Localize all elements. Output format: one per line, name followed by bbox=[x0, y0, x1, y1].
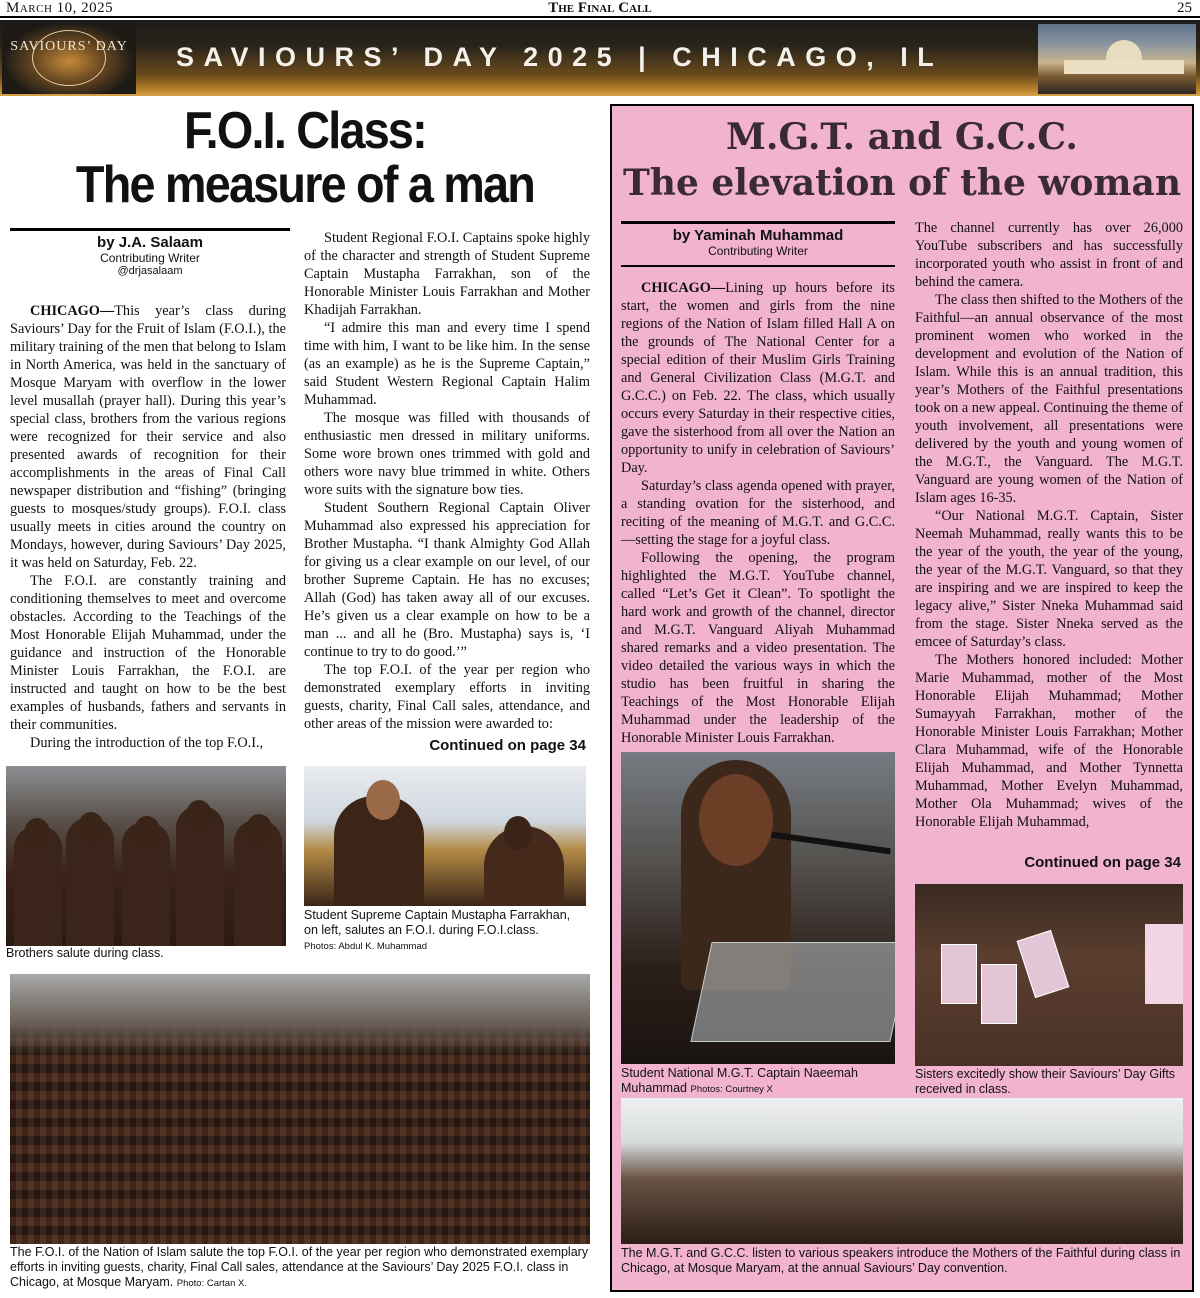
brothers-salute-photo bbox=[6, 766, 286, 946]
publication-name: The Final Call bbox=[548, 0, 652, 16]
article-paragraph: The mosque was filled with thousands of enthusiastic men dressed in military uniforms. Some wore brown ones trimmed with gold and others wore navy blue trimmed in white. Others wore suits with the signature bow ties. bbox=[304, 410, 590, 498]
right-article-column-2 bbox=[915, 219, 1183, 831]
right-article-column-1 bbox=[621, 279, 895, 747]
left-article-column-1 bbox=[10, 302, 286, 752]
mgt-hall-photo bbox=[621, 1098, 1183, 1244]
article-paragraph: The F.O.I. are constantly training and conditioning themselves to meet and overcome obstacles. According to the Teachings of the Most Honorable Elijah Muhammad, under the guidance and instruction of the Honorable Minister Louis Farrakhan, the F.O.I. are instructed and taught on how to be the best examples of husbands, fathers and servants in their communities. bbox=[10, 573, 286, 733]
byline-rule-bottom bbox=[621, 265, 895, 267]
mgt-hall-caption: The M.G.T. and G.C.C. listen to various speakers introduce the Mothers of the Faithful during class in Chicago, at Mosque Maryam, at the annual Saviours’ Day convention. bbox=[621, 1246, 1181, 1275]
left-continued-link[interactable]: Continued on page 34 bbox=[429, 737, 586, 754]
byline-rule bbox=[621, 221, 895, 224]
header-rule bbox=[0, 16, 1200, 18]
byline-rule bbox=[10, 228, 290, 231]
photo-credit: Photo: Cartan X. bbox=[176, 1278, 247, 1289]
article-paragraph: During the introduction of the top F.O.I., bbox=[30, 735, 264, 751]
photo-credit: Photos: Abdul K. Muhammad bbox=[304, 941, 428, 952]
right-continued-link[interactable]: Continued on page 34 bbox=[1024, 854, 1181, 871]
left-article-column-2 bbox=[304, 229, 590, 733]
supreme-captain-photo bbox=[304, 766, 586, 906]
article-paragraph: Saturday’s class agenda opened with prayer, a standing ovation for the sisterhood, and reciting of the meaning of M.G.T. and G.C.C.—setting the stage for a joyful class. bbox=[621, 478, 895, 548]
article-paragraph: Student Regional F.O.I. Captains spoke highly of the character and strength of Student Supreme Captain Mustapha Farrakhan, son of the Honorable Minister Louis Farrakhan and Mother Khadijah Farrakhan. bbox=[304, 230, 590, 318]
author-handle: @drjasalaam bbox=[117, 265, 183, 277]
photo-credit: Photos: Courtney X bbox=[690, 1084, 773, 1095]
article-paragraph: The class then shifted to the Mothers of the Faithful—an annual observance of the most prominent women who worked in the development and evolution of the Nation of Islam. While this is an annual tradition, this year’s Mothers of the Faithful presentations took on a new appeal. Continuing the theme of youth involvement, all presentations were delivered by the youth and young women of the M.G.T., the Vanguard. The M.G.T. Vanguard are young women of the Nation of Islam ages 16-35. bbox=[915, 292, 1184, 506]
left-article-headline: F.O.I. Class: The measure of a man bbox=[75, 102, 535, 214]
dateline: CHICAGO— bbox=[30, 303, 115, 319]
foi-crowd-photo bbox=[10, 974, 590, 1244]
supreme-captain-caption: Student Supreme Captain Mustapha Farrakhan, on left, salutes an F.O.I. during F.O.I.class. Photos: Abdul K. Muhammad bbox=[304, 908, 571, 952]
dateline: CHICAGO— bbox=[641, 280, 726, 296]
author-name: by J.A. Salaam bbox=[97, 234, 203, 251]
article-paragraph: CHICAGO—Lining up hours before its start, the women and girls from the nine regions of the Nation of Islam filled Hall A on the grounds of The National Center for a special edition of their Muslim Girls Training and General Civilization Class (M.G.T. and G.C.C.) on Feb. 22. The class, which usually occurs every Saturday in their respective cities, gave the sisterhood from all over the Nation an opportunity to unify in celebration of Saviours’ Day. bbox=[621, 280, 895, 476]
saviours-day-logo bbox=[2, 22, 136, 94]
article-paragraph: The top F.O.I. of the year per region who demonstrated exemplary efforts in inviting guests, charity, Final Call sales, attendance, and other areas of the mission were awarded to: bbox=[304, 662, 590, 732]
mgt-captain-speaker-photo bbox=[621, 752, 895, 1064]
logo-text: SAVIOURS’ DAY bbox=[10, 39, 128, 54]
right-byline bbox=[621, 227, 895, 258]
sisters-gifts-photo bbox=[915, 884, 1183, 1066]
banner-title: SAVIOURS’ DAY 2025 | CHICAGO, IL bbox=[176, 42, 944, 72]
article-paragraph: The channel currently has over 26,000 YouTube subscribers and has successfully incorporated youth who assist in front of and behind the camera. bbox=[915, 220, 1183, 290]
sisters-gifts-caption: Sisters excitedly show their Saviours’ Day Gifts received in class. bbox=[915, 1067, 1176, 1096]
mosque-maryam-photo bbox=[1038, 24, 1196, 94]
issue-date: March 10, 2025 bbox=[6, 0, 114, 16]
author-role: Contributing Writer bbox=[100, 251, 200, 265]
right-article-headline: M.G.T. and G.C.C. The elevation of the woman bbox=[622, 116, 1182, 204]
author-name: by Yaminah Muhammad bbox=[672, 227, 844, 244]
article-paragraph: The Mothers honored included: Mother Marie Muhammad, mother of the Most Honorable Elijah Muhammad; Mother Sumayyah Farrakhan, mother of the Honorable Minister Louis Farrakhan; Mother Clara Muhammad, wife of the Honorable Elijah Muhammad, and Mother Tynnetta Muhammad, Mother Evelyn Muhammad, Mother Ola Muhammad; wives of the Honorable Elijah Muhammad, bbox=[915, 652, 1183, 830]
article-paragraph: Student Southern Regional Captain Oliver Muhammad also expressed his appreciation for Brother Mustapha. “I thank Almighty God Allah for giving us a clear example on our level, of our brother Supreme Captain. He has no excuses; Allah (God) has taken away all of our excuses. He’s given us a clear example on how to be a man ... and all he (Bro. Mustapha) says is, ‘I continue to try to do good.’” bbox=[304, 500, 590, 660]
speaker-caption: Student National M.G.T. Captain Naeemah Muhammad Photos: Courtney X bbox=[621, 1066, 858, 1095]
foi-crowd-caption: The F.O.I. of the Nation of Islam salute the top F.O.I. of the year per region who demonstrated exemplary efforts in inviting guests, charity, Final Call sales, attendance at the Saviours’ Day 2025 F.O.I. class in Chicago, at Mosque Maryam. Photo: Cartan X. bbox=[10, 1245, 589, 1289]
article-paragraph: “Our National M.G.T. Captain, Sister Neemah Muhammad, really wants this to be the year of the youth, the year of the young, the year of the M.G.T. Vanguard, so that they are inspiring and we are inspired to keep the legacy alive,” Sister Nneka Muhammad said from the stage. Sister Nneka served as the emcee of Saturday’s class. bbox=[915, 508, 1183, 650]
article-paragraph: Following the opening, the program highlighted the M.G.T. YouTube channel, called “Let’s Get it Clean”. To spotlight the hard work and growth of the channel, director and M.G.T. Vanguard Aliyah Muhammad shared remarks and a video presentation. The video detailed the various ways in which the studio has been fruitful in sharing the Teachings of the Most Honorable Elijah Muhammad under the leadership of the Honorable Minister Louis Farrakhan. bbox=[621, 550, 895, 746]
left-byline bbox=[10, 234, 290, 277]
section-banner bbox=[0, 20, 1200, 96]
article-paragraph: “I admire this man and every time I spend time with him, I want to be like him. In the sense (as an example) as he is the Supreme Captain,” said Student Western Regional Captain Halim Muhammad. bbox=[304, 320, 590, 408]
brothers-salute-caption: Brothers salute during class. bbox=[6, 946, 164, 960]
article-paragraph: CHICAGO—This year’s class during Saviours’ Day for the Fruit of Islam (F.O.I.), the military training of the men that belong to Islam in North America, was held in the sanctuary of Mosque Maryam with overflow in the lower level musallah (prayer hall). During this year’s special class, brothers from the various regions were recognized for their service and also presented awards of recognition for their accomplishments in the areas of Final Call newspaper distribution and “fishing” (bringing guests to mosques/study groups). F.O.I. class usually meets in cities around the country on Mondays, however, during Saviours’ Day 2025, it was held on Saturday, Feb. 22. bbox=[10, 303, 286, 571]
author-role: Contributing Writer bbox=[708, 244, 808, 258]
page-number: 25 bbox=[1177, 0, 1192, 16]
